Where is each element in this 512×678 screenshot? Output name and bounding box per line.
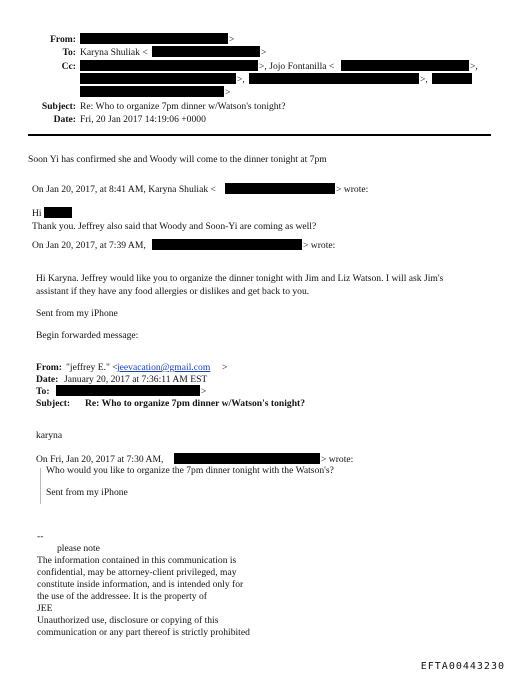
fwd-to-label: To:	[36, 386, 50, 397]
document-id: EFTA00443230	[420, 661, 505, 672]
quote1-intro: On Jan 20, 2017, at 8:41 AM, Karyna Shuliak <	[32, 184, 216, 195]
paragraph-line-1: Hi Karyna. Jeffrey would like you to organize the dinner tonight with Jim and Liz Watson. I will ask Jim's	[36, 273, 444, 284]
subject-label: Subject:	[41, 101, 76, 112]
karyna-line: karyna	[36, 430, 63, 441]
redaction-block	[80, 73, 236, 84]
fwd-from-value: "jeffrey E." <	[66, 362, 118, 373]
thanks-line: Thank you. Jeffrey also said that Woody and Soon-Yi are coming as well?	[32, 221, 317, 232]
redaction-block	[44, 207, 72, 218]
fwd-from-email-link[interactable]: jeevacation@gmail.com	[117, 362, 211, 373]
cc-tail: >,	[470, 61, 478, 72]
date-value: Fri, 20 Jan 2017 14:19:06 +0000	[80, 114, 206, 125]
quote-bar	[40, 468, 41, 504]
sig-line: The information contained in this communication is	[37, 555, 237, 566]
redaction-block	[56, 385, 200, 396]
fwd-subject-value: Re: Who to organize 7pm dinner w/Watson's tonight?	[85, 398, 306, 409]
sent-from-iphone-2: Sent from my iPhone	[46, 487, 128, 498]
fwd-date-value: January 20, 2017 at 7:36:11 AM EST	[64, 374, 208, 385]
quote2-tail: > wrote:	[303, 240, 336, 251]
cc-row2-b: >,	[420, 74, 428, 85]
to-label: To:	[62, 47, 76, 58]
inner-quote-intro: On Fri, Jan 20, 2017 at 7:30 AM,	[36, 454, 164, 465]
begin-forwarded: Begin forwarded message:	[36, 330, 139, 341]
inner-question: Who would you like to organize the 7pm dinner tonight with the Watson's?	[46, 465, 334, 476]
redaction-block	[432, 73, 472, 84]
inner-quote-tail: > wrote:	[321, 454, 354, 465]
sig-line: Unauthorized use, disclosure or copying of this	[37, 615, 219, 626]
redaction-block	[80, 86, 224, 97]
body-line-1: Soon Yi has confirmed she and Woody will come to the dinner tonight at 7pm	[28, 154, 327, 165]
fwd-to-tail: >	[201, 386, 207, 397]
to-value: Karyna Shuliak <	[80, 47, 148, 58]
redaction-block	[80, 60, 258, 71]
cc-label: Cc:	[61, 61, 76, 72]
cc-row3: >	[225, 87, 231, 98]
sig-dashes: --	[37, 531, 44, 542]
fwd-subject-label: Subject:	[36, 398, 71, 409]
redaction-block	[152, 239, 302, 250]
sig-line: the use of the addressee. It is the property of	[37, 591, 207, 602]
from-label: From:	[50, 34, 76, 45]
sig-line: confidential, may be attorney-client privileged, may	[37, 567, 237, 578]
sig-line: communication or any part thereof is strictly prohibited	[37, 627, 250, 638]
cc-row2-a: >,	[237, 74, 245, 85]
paragraph-line-2: assistant if they have any food allergies or dislikes and get back to you.	[36, 286, 310, 297]
redaction-block	[249, 73, 419, 84]
quote2-intro: On Jan 20, 2017, at 7:39 AM,	[32, 240, 146, 251]
redaction-block	[152, 46, 260, 57]
fwd-from-label: From:	[36, 362, 62, 373]
fwd-date-label: Date:	[36, 374, 59, 385]
header-divider	[28, 134, 491, 136]
quote1-tail: > wrote:	[336, 184, 369, 195]
sig-line: constitute inside information, and is intended only for	[37, 579, 244, 590]
redaction-block	[80, 33, 228, 44]
from-tail: >	[229, 34, 235, 45]
sig-please-note: please note	[57, 543, 100, 554]
subject-value: Re: Who to organize 7pm dinner w/Watson's tonight?	[80, 101, 286, 112]
greeting-hi: Hi	[32, 208, 42, 219]
sent-from-iphone: Sent from my iPhone	[36, 308, 118, 319]
redaction-block	[174, 453, 320, 464]
fwd-from-close: >	[222, 362, 228, 373]
date-label: Date:	[53, 114, 76, 125]
to-tail: >	[261, 47, 267, 58]
sig-line: JEE	[37, 603, 53, 614]
redaction-block	[225, 183, 335, 194]
cc-mid: >, Jojo Fontanilla <	[259, 61, 335, 72]
redaction-block	[341, 60, 469, 71]
